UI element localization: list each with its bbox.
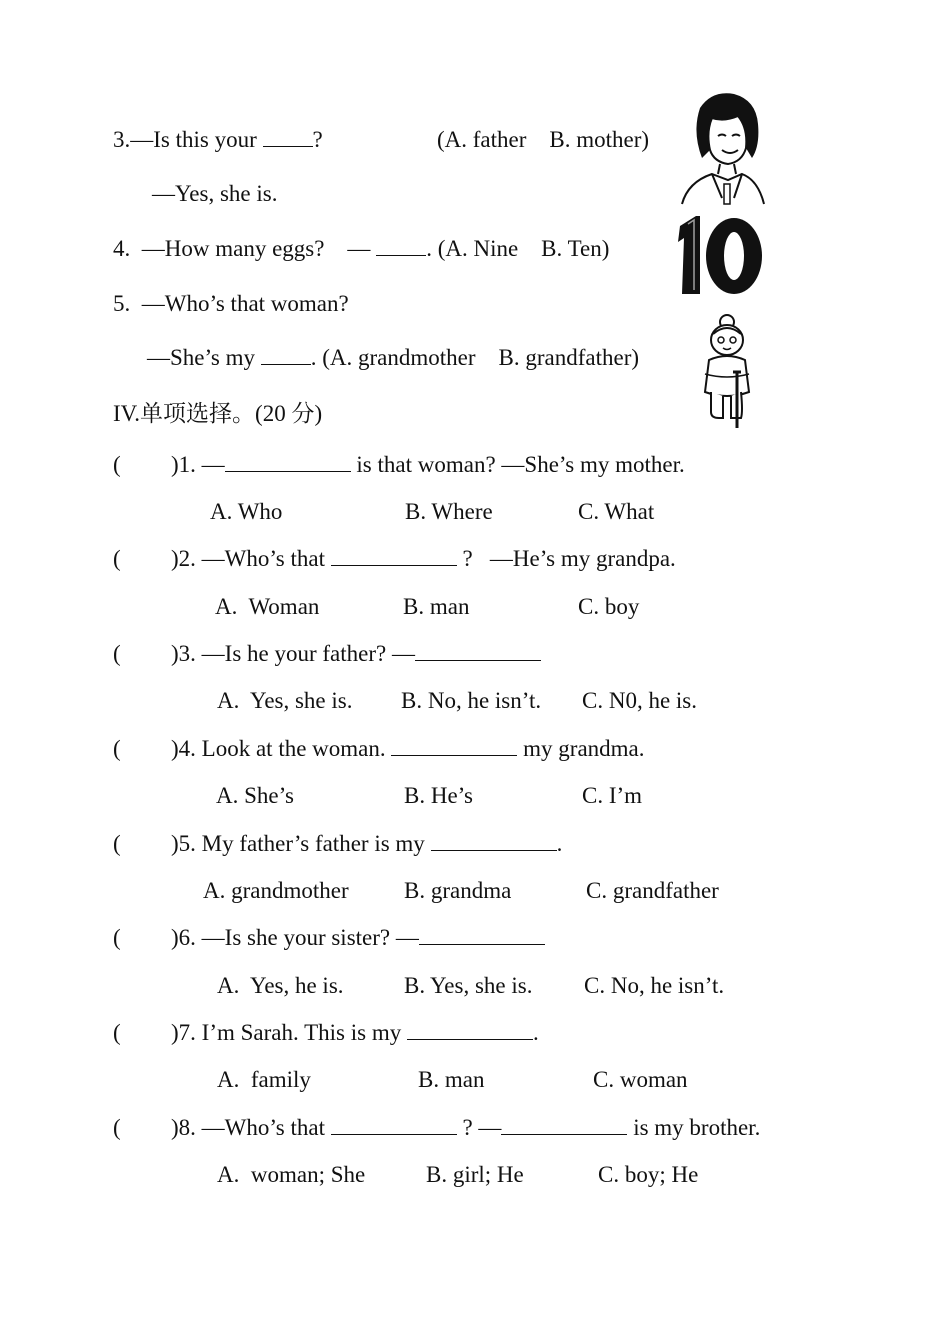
item2-number: )2. (171, 546, 196, 571)
item5-before: My father’s father is my (201, 831, 425, 856)
item1-paren[interactable]: ( (113, 452, 121, 477)
item7-question (171, 1019, 539, 1047)
item4-option-c[interactable]: C. I’m (582, 783, 643, 808)
item1-option-a[interactable]: A. Who (210, 499, 283, 524)
item7-option-b[interactable]: B. man (418, 1067, 485, 1092)
q3-line (113, 126, 323, 154)
item6-before: —Is she your sister? — (201, 925, 419, 950)
item8-option-a[interactable]: A. woman; She (217, 1162, 366, 1187)
q5-answer-before: —She’s my (147, 345, 255, 370)
item4-question (171, 735, 645, 763)
item8-paren[interactable]: ( (113, 1115, 121, 1140)
item5-blank[interactable] (431, 830, 557, 851)
item6-option-b[interactable]: B. Yes, she is. (404, 973, 533, 998)
item5-option-c[interactable]: C. grandfather (586, 878, 719, 903)
item8-blank-2[interactable] (501, 1114, 627, 1135)
item8-tail: is my brother. (627, 1115, 761, 1140)
q3-after: ? (312, 127, 323, 152)
item2-after: ? —He’s my grandpa. (456, 546, 676, 571)
item3-blank[interactable] (415, 640, 541, 661)
item2-option-b[interactable]: B. man (403, 594, 470, 619)
item3-option-a[interactable]: A. Yes, she is. (217, 688, 353, 713)
item6-option-a[interactable]: A. Yes, he is. (217, 973, 344, 998)
item4-option-b[interactable]: B. He’s (404, 783, 473, 808)
q3-text: 3.—Is this your (113, 127, 257, 152)
item7-option-c[interactable]: C. woman (593, 1067, 688, 1092)
grandmother-picture (697, 312, 757, 430)
item4-blank[interactable] (391, 735, 517, 756)
q4-after: . (A. Nine B. Ten) (426, 236, 610, 261)
q5-blank[interactable] (261, 344, 311, 365)
item3-before: —Is he your father? — (201, 641, 415, 666)
item2-before: —Who’s that (201, 546, 325, 571)
item8-question (171, 1114, 760, 1142)
item2-paren[interactable]: ( (113, 546, 121, 571)
item4-before: Look at the woman. (201, 736, 386, 761)
item2-question (171, 545, 676, 573)
item3-question (171, 640, 541, 668)
item1-question (171, 451, 685, 479)
q5-line: 5. —Who’s that woman? (113, 291, 349, 316)
item1-number: )1. (171, 452, 196, 477)
item3-paren[interactable]: ( (113, 641, 121, 666)
item5-paren[interactable]: ( (113, 831, 121, 856)
item6-option-c[interactable]: C. No, he isn’t. (584, 973, 725, 998)
item7-before: I’m Sarah. This is my (201, 1020, 402, 1045)
item3-option-b[interactable]: B. No, he isn’t. (401, 688, 542, 713)
item4-paren[interactable]: ( (113, 736, 121, 761)
item1-before: — (201, 452, 225, 477)
item4-option-a[interactable]: A. She’s (216, 783, 294, 808)
q5-answer-after: . (A. grandmother B. grandfather) (310, 345, 640, 370)
item2-option-a[interactable]: A. Woman (215, 594, 320, 619)
mother-picture (672, 88, 772, 206)
item5-option-b[interactable]: B. grandma (404, 878, 512, 903)
section4-title: IV.单项选择。(20 分) (113, 401, 323, 426)
q3-blank[interactable] (263, 126, 313, 147)
item1-blank[interactable] (225, 451, 351, 472)
q4-text: 4. —How many eggs? — (113, 236, 371, 261)
item5-question (171, 830, 562, 858)
number-ten-picture (674, 212, 766, 298)
item5-option-a[interactable]: A. grandmother (203, 878, 349, 903)
item5-number: )5. (171, 831, 196, 856)
item8-option-c[interactable]: C. boy; He (598, 1162, 699, 1187)
item5-after: . (556, 831, 563, 856)
item7-blank[interactable] (407, 1019, 533, 1040)
q3-options: (A. father B. mother) (437, 127, 650, 152)
item4-after: my grandma. (517, 736, 645, 761)
item6-number: )6. (171, 925, 196, 950)
q5-answer (147, 344, 639, 372)
item4-number: )4. (171, 736, 196, 761)
item1-option-c[interactable]: C. What (578, 499, 655, 524)
q3-answer: —Yes, she is. (152, 181, 278, 206)
item8-after: ? — (456, 1115, 502, 1140)
item6-question (171, 924, 545, 952)
item8-blank-1[interactable] (331, 1114, 457, 1135)
item7-number: )7. (171, 1020, 196, 1045)
q4-line (113, 235, 609, 263)
item7-after: . (532, 1020, 539, 1045)
item2-blank[interactable] (331, 545, 457, 566)
item1-option-b[interactable]: B. Where (405, 499, 493, 524)
q4-blank[interactable] (376, 235, 426, 256)
item7-paren[interactable]: ( (113, 1020, 121, 1045)
item1-after: is that woman? —She’s my mother. (350, 452, 685, 477)
item6-blank[interactable] (419, 924, 545, 945)
item3-option-c[interactable]: C. N0, he is. (582, 688, 697, 713)
item8-before: —Who’s that (201, 1115, 325, 1140)
item3-number: )3. (171, 641, 196, 666)
item2-option-c[interactable]: C. boy (578, 594, 640, 619)
item7-option-a[interactable]: A. family (217, 1067, 311, 1092)
item8-option-b[interactable]: B. girl; He (426, 1162, 524, 1187)
item6-paren[interactable]: ( (113, 925, 121, 950)
item8-number: )8. (171, 1115, 196, 1140)
